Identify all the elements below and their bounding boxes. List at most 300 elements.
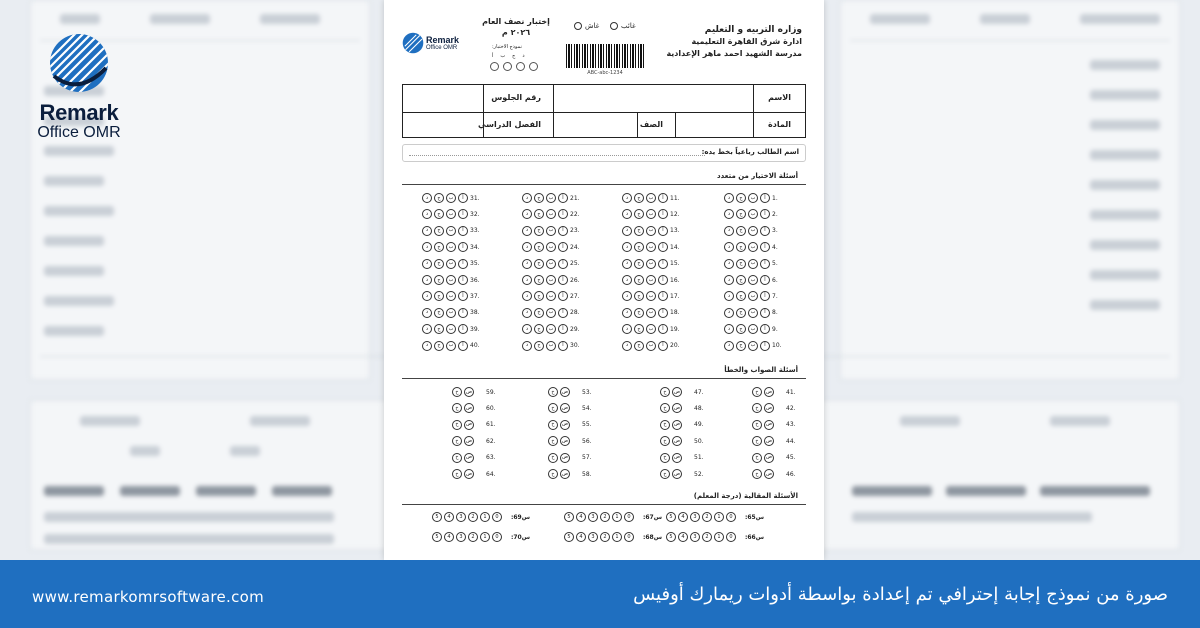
answer-bubble[interactable]: أ — [458, 226, 468, 236]
model-letter: ج — [512, 53, 516, 59]
answer-bubble[interactable]: د — [522, 341, 532, 351]
answer-bubble[interactable]: د — [422, 308, 432, 318]
mcq-question-8 — [724, 308, 786, 318]
answer-bubble[interactable]: أ — [760, 242, 770, 252]
essay-question-67 — [564, 512, 662, 522]
answer-bubble[interactable]: د — [622, 308, 632, 318]
answer-bubble[interactable]: 2 — [468, 532, 478, 542]
mcq-question-2 — [724, 209, 786, 219]
answer-bubble[interactable]: ب — [646, 242, 656, 252]
answer-bubble[interactable]: ج — [634, 324, 644, 334]
question-number: 36. — [470, 276, 480, 284]
answer-bubble[interactable]: ص — [764, 436, 774, 446]
answer-bubble[interactable]: ب — [748, 193, 758, 203]
answer-bubble[interactable]: أ — [458, 341, 468, 351]
answer-bubble[interactable]: 2 — [600, 532, 610, 542]
answer-bubble[interactable]: ج — [534, 341, 544, 351]
answer-bubble[interactable]: ص — [560, 469, 570, 479]
answer-bubble[interactable]: خ — [452, 420, 462, 430]
answer-bubble[interactable]: 1 — [480, 532, 490, 542]
mcq-question-29 — [522, 324, 584, 334]
answer-bubble[interactable]: 5 — [564, 532, 574, 542]
answer-bubble[interactable]: ب — [748, 242, 758, 252]
answer-bubble[interactable]: 3 — [690, 532, 700, 542]
tf-question-51 — [660, 453, 708, 463]
footer-caption: صورة من نموذج إجابة إحترافي تم إعدادة بواسطة أدوات ريمارك أوفيس — [633, 584, 1168, 605]
essay-label: س67: — [642, 513, 662, 521]
answer-bubble[interactable]: ج — [736, 226, 746, 236]
answer-bubble[interactable]: خ — [752, 436, 762, 446]
answer-bubble[interactable]: أ — [558, 259, 568, 269]
answer-bubble[interactable]: ص — [764, 403, 774, 413]
answer-bubble[interactable]: ج — [434, 226, 444, 236]
answer-bubble[interactable]: 1 — [612, 512, 622, 522]
answer-bubble[interactable]: 5 — [666, 532, 676, 542]
answer-bubble[interactable]: ب — [446, 209, 456, 219]
answer-bubble[interactable]: ج — [534, 226, 544, 236]
answer-bubble[interactable]: خ — [660, 453, 670, 463]
answer-bubble[interactable]: خ — [752, 453, 762, 463]
answer-bubble[interactable]: 4 — [678, 512, 688, 522]
answer-bubble[interactable]: د — [622, 291, 632, 301]
answer-bubble[interactable]: ب — [646, 308, 656, 318]
answer-bubble[interactable]: 5 — [432, 532, 442, 542]
answer-bubble[interactable]: د — [422, 291, 432, 301]
answer-bubble[interactable]: ص — [560, 453, 570, 463]
answer-bubble[interactable]: أ — [558, 324, 568, 334]
answer-bubble[interactable]: 1 — [612, 532, 622, 542]
answer-bubble[interactable]: ج — [434, 291, 444, 301]
answer-bubble[interactable]: خ — [752, 403, 762, 413]
answer-bubble[interactable]: أ — [558, 226, 568, 236]
answer-bubble[interactable]: ج — [634, 226, 644, 236]
answer-bubble[interactable]: د — [724, 209, 734, 219]
answer-bubble[interactable]: أ — [658, 209, 668, 219]
answer-bubble[interactable]: ج — [534, 259, 544, 269]
answer-bubble[interactable]: خ — [752, 387, 762, 397]
answer-bubble[interactable]: ج — [434, 209, 444, 219]
answer-bubble[interactable]: 3 — [456, 532, 466, 542]
answer-bubble[interactable]: ج — [634, 341, 644, 351]
answer-bubble[interactable]: أ — [558, 291, 568, 301]
tf-question-60 — [452, 403, 500, 413]
answer-bubble[interactable]: ب — [446, 226, 456, 236]
question-number: 2. — [772, 210, 778, 218]
answer-bubble[interactable]: د — [422, 275, 432, 285]
answer-bubble[interactable]: ص — [560, 387, 570, 397]
answer-bubble[interactable]: خ — [752, 420, 762, 430]
question-number: 29. — [570, 325, 580, 333]
answer-bubble[interactable]: ج — [736, 308, 746, 318]
tf-question-47 — [660, 387, 708, 397]
ministry-line-3: مدرسة الشهيد احمد ماهر الإعدادية — [666, 49, 802, 58]
mcq-question-22 — [522, 209, 584, 219]
answer-bubble[interactable]: ج — [736, 259, 746, 269]
answer-bubble[interactable]: ج — [434, 193, 444, 203]
answer-bubble[interactable]: د — [622, 242, 632, 252]
answer-bubble[interactable]: د — [724, 291, 734, 301]
answer-bubble[interactable]: خ — [452, 387, 462, 397]
answer-bubble[interactable]: 0 — [624, 512, 634, 522]
answer-bubble[interactable]: ص — [560, 420, 570, 430]
answer-bubble[interactable]: خ — [660, 403, 670, 413]
tf-question-49 — [660, 420, 708, 430]
answer-bubble[interactable]: د — [522, 209, 532, 219]
answer-bubble[interactable]: أ — [558, 209, 568, 219]
mcq-question-36 — [422, 275, 484, 285]
essay-divider — [402, 504, 806, 505]
answer-bubble[interactable]: ب — [748, 226, 758, 236]
mcq-question-12 — [622, 209, 684, 219]
answer-bubble[interactable]: ب — [546, 209, 556, 219]
answer-bubble[interactable]: ب — [748, 324, 758, 334]
answer-bubble[interactable]: أ — [658, 193, 668, 203]
answer-bubble[interactable]: أ — [760, 226, 770, 236]
absent-label: غائب — [621, 22, 636, 30]
essay-question-68 — [564, 532, 662, 542]
answer-bubble[interactable]: خ — [452, 436, 462, 446]
answer-bubble[interactable]: 4 — [576, 512, 586, 522]
answer-bubble[interactable]: د — [724, 308, 734, 318]
question-number: 61. — [486, 421, 496, 429]
answer-bubble[interactable]: 0 — [492, 532, 502, 542]
answer-bubble[interactable]: د — [422, 209, 432, 219]
answer-bubble[interactable]: 1 — [480, 512, 490, 522]
answer-bubble[interactable]: د — [522, 242, 532, 252]
answer-bubble[interactable]: أ — [558, 308, 568, 318]
answer-bubble[interactable]: خ — [660, 469, 670, 479]
answer-bubble[interactable]: د — [724, 226, 734, 236]
answer-bubble[interactable]: د — [724, 275, 734, 285]
answer-bubble[interactable]: ج — [534, 308, 544, 318]
answer-bubble[interactable]: ج — [534, 324, 544, 334]
answer-bubble[interactable]: أ — [760, 308, 770, 318]
mcq-question-9 — [724, 324, 786, 334]
answer-bubble[interactable]: 3 — [690, 512, 700, 522]
answer-bubble[interactable]: ص — [464, 453, 474, 463]
mcq-question-14 — [622, 242, 684, 252]
answer-bubble[interactable]: ج — [736, 275, 746, 285]
answer-bubble[interactable]: ج — [434, 341, 444, 351]
answer-bubble[interactable]: خ — [752, 469, 762, 479]
answer-bubble[interactable]: أ — [658, 275, 668, 285]
answer-bubble[interactable]: 4 — [444, 512, 454, 522]
answer-bubble[interactable]: د — [522, 324, 532, 334]
website-url[interactable]: www.remarkomrsoftware.com — [32, 588, 265, 606]
answer-bubble[interactable]: ج — [634, 275, 644, 285]
grade-label: الصف — [639, 120, 663, 129]
answer-bubble[interactable]: 2 — [702, 512, 712, 522]
answer-bubble[interactable]: 5 — [432, 512, 442, 522]
mcq-question-31 — [422, 193, 484, 203]
answer-bubble[interactable]: ص — [672, 420, 682, 430]
answer-bubble[interactable]: خ — [660, 420, 670, 430]
answer-bubble[interactable]: أ — [658, 308, 668, 318]
answer-bubble[interactable]: أ — [760, 259, 770, 269]
answer-bubble[interactable]: ب — [646, 259, 656, 269]
answer-bubble[interactable]: أ — [458, 291, 468, 301]
answer-bubble[interactable]: ب — [546, 242, 556, 252]
answer-bubble[interactable]: ص — [764, 387, 774, 397]
question-number: 4. — [772, 243, 778, 251]
answer-bubble[interactable]: أ — [558, 341, 568, 351]
essay-question-69 — [432, 512, 530, 522]
answer-bubble[interactable]: ب — [646, 193, 656, 203]
answer-bubble[interactable]: ج — [736, 242, 746, 252]
answer-bubble[interactable]: 4 — [576, 532, 586, 542]
answer-bubble[interactable]: د — [422, 193, 432, 203]
answer-bubble[interactable]: ص — [464, 387, 474, 397]
question-number: 35. — [470, 260, 480, 268]
answer-bubble[interactable]: ج — [736, 209, 746, 219]
answer-bubble[interactable]: د — [522, 226, 532, 236]
answer-bubble[interactable]: خ — [660, 436, 670, 446]
answer-bubble[interactable]: ب — [546, 226, 556, 236]
answer-bubble[interactable]: ب — [646, 291, 656, 301]
answer-bubble[interactable]: أ — [760, 209, 770, 219]
answer-bubble[interactable]: د — [622, 226, 632, 236]
answer-bubble[interactable]: ص — [764, 453, 774, 463]
answer-bubble[interactable]: خ — [548, 420, 558, 430]
answer-bubble[interactable]: ص — [764, 420, 774, 430]
answer-bubble[interactable]: ب — [446, 242, 456, 252]
answer-bubble[interactable]: خ — [452, 453, 462, 463]
answer-bubble[interactable]: أ — [558, 193, 568, 203]
answer-bubble[interactable]: أ — [760, 275, 770, 285]
answer-bubble[interactable]: د — [622, 209, 632, 219]
answer-bubble[interactable]: د — [724, 324, 734, 334]
answer-bubble[interactable]: ج — [634, 209, 644, 219]
answer-bubble[interactable]: خ — [548, 453, 558, 463]
answer-bubble[interactable]: 1 — [714, 512, 724, 522]
answer-bubble[interactable]: ج — [736, 291, 746, 301]
answer-bubble[interactable]: أ — [658, 226, 668, 236]
answer-bubble[interactable]: أ — [658, 341, 668, 351]
answer-bubble[interactable]: أ — [458, 324, 468, 334]
answer-bubble[interactable]: ج — [736, 341, 746, 351]
answer-bubble[interactable]: ج — [634, 308, 644, 318]
answer-bubble[interactable]: ج — [534, 291, 544, 301]
answer-bubble[interactable]: 0 — [492, 512, 502, 522]
answer-bubble[interactable]: ص — [464, 436, 474, 446]
tf-question-58 — [548, 469, 596, 479]
answer-bubble[interactable]: ب — [446, 259, 456, 269]
answer-bubble[interactable]: ج — [534, 193, 544, 203]
answer-bubble[interactable]: د — [422, 259, 432, 269]
answer-bubble[interactable]: خ — [660, 387, 670, 397]
answer-bubble[interactable]: خ — [452, 469, 462, 479]
answer-bubble[interactable]: 5 — [564, 512, 574, 522]
answer-bubble[interactable]: أ — [658, 242, 668, 252]
answer-bubble[interactable]: ب — [646, 324, 656, 334]
answer-bubble[interactable]: 5 — [666, 512, 676, 522]
answer-bubble[interactable]: ج — [634, 242, 644, 252]
answer-bubble[interactable]: ص — [560, 403, 570, 413]
answer-bubble[interactable]: أ — [458, 242, 468, 252]
answer-bubble[interactable]: ص — [672, 387, 682, 397]
answer-bubble[interactable]: ج — [434, 324, 444, 334]
answer-bubble[interactable]: ب — [446, 308, 456, 318]
answer-bubble[interactable]: د — [522, 259, 532, 269]
cheat-option — [574, 22, 599, 30]
answer-bubble[interactable]: ب — [748, 259, 758, 269]
answer-bubble[interactable]: أ — [558, 275, 568, 285]
answer-bubble[interactable]: ب — [546, 324, 556, 334]
answer-bubble[interactable]: د — [724, 259, 734, 269]
answer-bubble[interactable]: 3 — [588, 532, 598, 542]
answer-bubble[interactable]: 2 — [702, 532, 712, 542]
answer-bubble[interactable]: ج — [534, 275, 544, 285]
question-number: 40. — [470, 342, 480, 350]
answer-bubble[interactable]: 2 — [600, 512, 610, 522]
answer-bubble[interactable]: د — [422, 242, 432, 252]
answer-bubble[interactable]: ج — [534, 209, 544, 219]
answer-bubble[interactable]: د — [622, 259, 632, 269]
mcq-question-10 — [724, 341, 786, 351]
answer-bubble[interactable]: ب — [748, 275, 758, 285]
essay-question-65 — [666, 512, 764, 522]
mcq-question-34 — [422, 242, 484, 252]
answer-bubble[interactable]: ب — [748, 341, 758, 351]
answer-bubble[interactable]: د — [422, 341, 432, 351]
answer-bubble[interactable]: ص — [672, 453, 682, 463]
answer-bubble[interactable]: د — [724, 341, 734, 351]
tf-question-46 — [752, 469, 800, 479]
question-number: 5. — [772, 260, 778, 268]
answer-bubble[interactable]: أ — [760, 341, 770, 351]
answer-bubble[interactable]: د — [724, 242, 734, 252]
answer-bubble[interactable]: د — [522, 291, 532, 301]
answer-bubble[interactable]: 0 — [624, 532, 634, 542]
answer-bubble[interactable]: أ — [458, 209, 468, 219]
answer-bubble[interactable]: د — [522, 308, 532, 318]
answer-bubble[interactable]: 3 — [456, 512, 466, 522]
student-name-field[interactable] — [402, 144, 806, 162]
answer-bubble[interactable]: ص — [672, 436, 682, 446]
answer-bubble[interactable]: ب — [446, 341, 456, 351]
answer-bubble[interactable]: د — [422, 324, 432, 334]
answer-bubble[interactable]: ب — [646, 275, 656, 285]
answer-bubble[interactable]: ج — [434, 259, 444, 269]
answer-bubble[interactable]: ب — [446, 291, 456, 301]
answer-bubble[interactable]: ص — [672, 469, 682, 479]
answer-bubble[interactable]: ص — [464, 420, 474, 430]
answer-bubble[interactable]: ب — [546, 308, 556, 318]
mcq-question-28 — [522, 308, 584, 318]
answer-bubble[interactable]: ب — [546, 341, 556, 351]
answer-bubble[interactable]: د — [724, 193, 734, 203]
answer-bubble[interactable]: 2 — [468, 512, 478, 522]
answer-bubble[interactable]: د — [422, 226, 432, 236]
answer-bubble[interactable]: أ — [458, 193, 468, 203]
cheat-label: غاش — [585, 22, 600, 30]
question-number: 55. — [582, 421, 592, 429]
answer-bubble[interactable]: د — [522, 275, 532, 285]
answer-bubble[interactable]: 3 — [588, 512, 598, 522]
sheet-logo-subtitle: Office OMR — [426, 44, 458, 51]
answer-bubble[interactable]: د — [622, 324, 632, 334]
answer-bubble[interactable]: أ — [760, 193, 770, 203]
answer-bubble[interactable]: د — [622, 193, 632, 203]
answer-bubble[interactable]: 4 — [678, 532, 688, 542]
answer-bubble[interactable]: ج — [736, 193, 746, 203]
answer-bubble[interactable]: خ — [548, 469, 558, 479]
answer-bubble[interactable]: 4 — [444, 532, 454, 542]
answer-bubble[interactable]: أ — [458, 259, 468, 269]
answer-bubble[interactable]: أ — [658, 259, 668, 269]
answer-bubble[interactable]: ب — [546, 259, 556, 269]
answer-bubble[interactable]: ص — [560, 436, 570, 446]
answer-bubble[interactable]: د — [522, 193, 532, 203]
answer-bubble[interactable]: 0 — [726, 512, 736, 522]
answer-bubble[interactable]: ج — [534, 242, 544, 252]
answer-bubble[interactable]: ص — [764, 469, 774, 479]
question-number: 10. — [772, 342, 782, 350]
answer-bubble[interactable]: ب — [748, 209, 758, 219]
mcq-question-38 — [422, 308, 484, 318]
answer-bubble[interactable]: ب — [546, 291, 556, 301]
answer-bubble[interactable]: ج — [736, 324, 746, 334]
answer-bubble[interactable]: ج — [434, 242, 444, 252]
answer-bubble[interactable]: ص — [464, 403, 474, 413]
mcq-question-18 — [622, 308, 684, 318]
mcq-question-27 — [522, 291, 584, 301]
answer-bubble[interactable]: أ — [658, 291, 668, 301]
question-number: 30. — [570, 342, 580, 350]
cheat-bubble — [574, 22, 582, 30]
tf-question-64 — [452, 469, 500, 479]
answer-bubble[interactable]: ب — [446, 324, 456, 334]
answer-bubble[interactable]: ب — [646, 209, 656, 219]
answer-bubble[interactable]: ب — [646, 226, 656, 236]
essay-label: س68: — [642, 533, 662, 541]
answer-bubble[interactable]: ب — [646, 341, 656, 351]
answer-bubble[interactable]: ج — [634, 193, 644, 203]
answer-bubble[interactable]: د — [622, 275, 632, 285]
answer-bubble[interactable]: أ — [760, 291, 770, 301]
answer-bubble[interactable]: ص — [464, 469, 474, 479]
answer-bubble[interactable]: خ — [452, 403, 462, 413]
answer-bubble[interactable]: ب — [546, 193, 556, 203]
answer-bubble[interactable]: ب — [446, 275, 456, 285]
mcq-question-20 — [622, 341, 684, 351]
answer-bubble[interactable]: ب — [446, 193, 456, 203]
answer-bubble[interactable]: أ — [458, 275, 468, 285]
answer-bubble[interactable]: خ — [548, 436, 558, 446]
answer-bubble[interactable]: 1 — [714, 532, 724, 542]
answer-bubble[interactable]: ج — [434, 308, 444, 318]
answer-bubble[interactable]: ج — [434, 275, 444, 285]
answer-bubble[interactable]: ج — [634, 291, 644, 301]
answer-bubble[interactable]: خ — [548, 387, 558, 397]
answer-bubble[interactable]: د — [622, 341, 632, 351]
answer-bubble[interactable]: 0 — [726, 532, 736, 542]
answer-bubble[interactable]: أ — [558, 242, 568, 252]
answer-bubble[interactable]: أ — [658, 324, 668, 334]
answer-bubble[interactable]: ب — [546, 275, 556, 285]
answer-bubble[interactable]: خ — [548, 403, 558, 413]
question-number: 12. — [670, 210, 680, 218]
answer-bubble[interactable]: ص — [672, 403, 682, 413]
answer-bubble[interactable]: ب — [748, 291, 758, 301]
answer-bubble[interactable]: أ — [760, 324, 770, 334]
tf-question-45 — [752, 453, 800, 463]
answer-bubble[interactable]: ب — [748, 308, 758, 318]
model-label: نموذج الاختبار: — [492, 44, 522, 50]
answer-bubble[interactable]: أ — [458, 308, 468, 318]
answer-bubble[interactable]: ج — [634, 259, 644, 269]
mcq-question-35 — [422, 259, 484, 269]
